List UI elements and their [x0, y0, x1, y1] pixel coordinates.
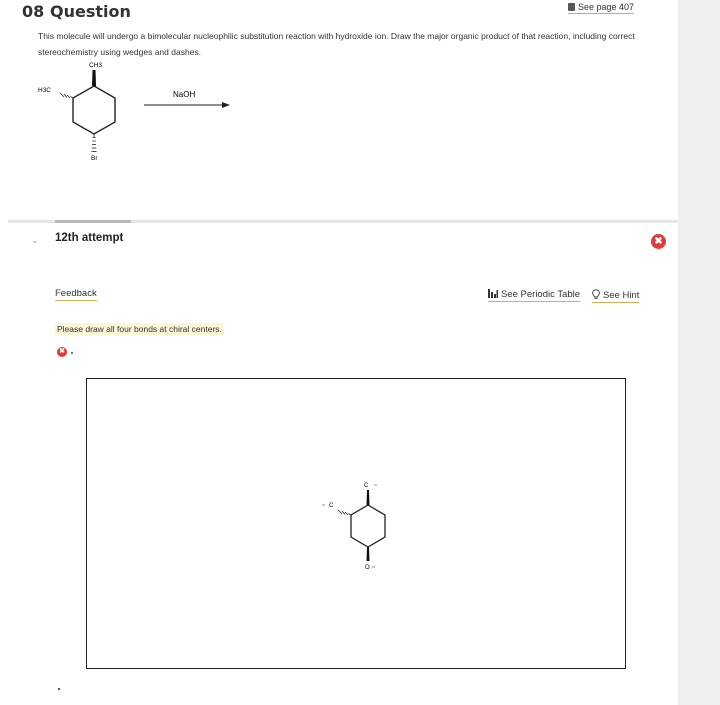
product-structure	[87, 379, 625, 668]
see-page-label: See page 407	[578, 2, 635, 12]
canvas-top-label: C	[364, 483, 369, 489]
arrow-head	[222, 102, 230, 108]
periodic-table-icon	[488, 289, 498, 298]
reagent-label: NaOH	[173, 90, 196, 99]
reactant-left-label: H3C	[38, 87, 52, 94]
reactant-bottom-label: Br	[91, 155, 98, 162]
periodic-table-label: See Periodic Table	[501, 289, 581, 300]
drawing-canvas[interactable]	[86, 378, 626, 669]
marker-dot	[58, 688, 60, 690]
canvas-left-label: C	[329, 503, 334, 509]
question-number: 08	[22, 2, 45, 21]
feedback-message: Please draw all four bonds at chiral centers.	[57, 324, 222, 334]
hint-label: See Hint	[603, 290, 640, 301]
see-page-link[interactable]	[568, 2, 634, 14]
periodic-table-link[interactable]	[488, 289, 580, 302]
hint-link[interactable]	[592, 289, 639, 303]
attempt-label: 12th attempt	[55, 232, 124, 244]
book-icon	[568, 3, 575, 11]
error-icon: ✖	[57, 347, 67, 357]
attempt-tab-indicator	[55, 220, 131, 223]
feedback-link[interactable]: Feedback	[55, 288, 97, 299]
canvas-bottom-label: O	[365, 565, 370, 571]
marker-dot	[71, 352, 73, 354]
chevron-down-icon[interactable]: ⌄	[31, 235, 39, 245]
reactant-structure	[0, 55, 260, 175]
x-circle-icon: ✖	[651, 234, 666, 249]
lightbulb-icon	[592, 289, 600, 300]
right-gutter	[678, 0, 720, 705]
question-text: This molecule will undergo a bimolecular nucleophilic substitution reaction with hydroxide ion. Draw the major organic product of that reaction, including correct stereochemistry using wedges and dashes.	[38, 31, 635, 57]
question-label: Question	[50, 2, 131, 21]
reactant-top-label: CH3	[89, 62, 103, 69]
